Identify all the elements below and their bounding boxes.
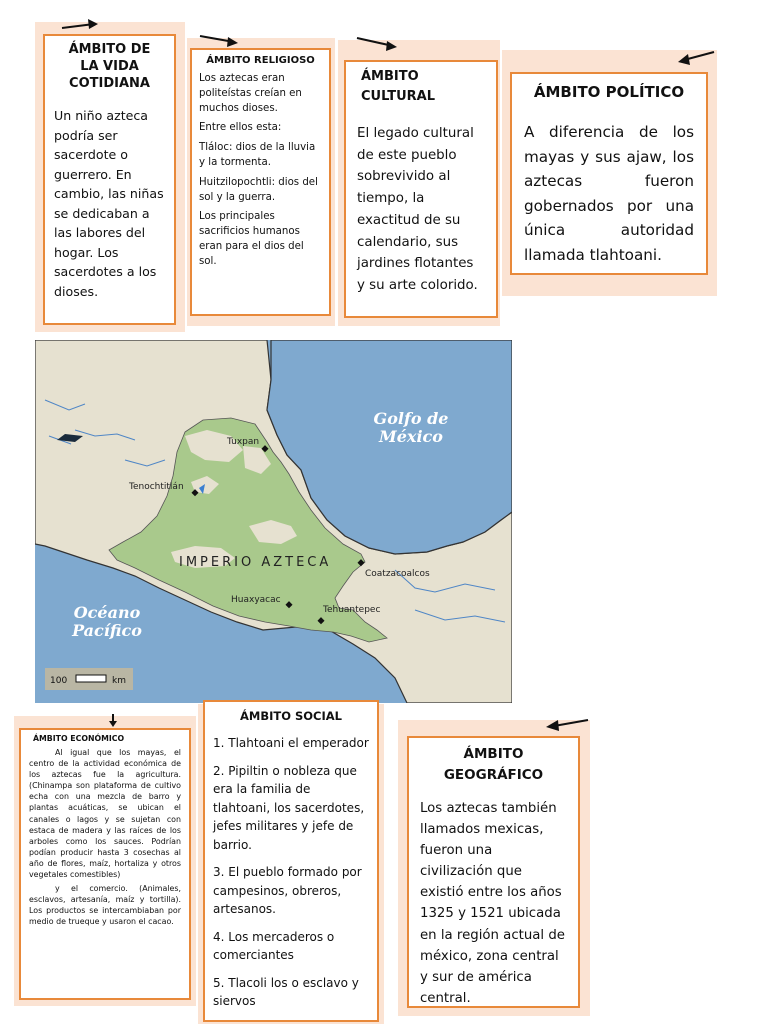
social-item-4: 4. Los mercaderos o comerciantes xyxy=(213,929,335,962)
cultural-text: El legado cultural de este pueblo sobrevivido al tiempo, la exactitud de su calendario, sus jardines flotantes y su arte colorido. xyxy=(357,126,478,293)
arrow-icon xyxy=(355,32,401,54)
social-item-3: 3. El pueblo formado por campesinos, obreros, artesanos. xyxy=(213,865,362,916)
social-box xyxy=(203,700,379,1022)
svg-text:km: km xyxy=(112,676,126,686)
map-scale xyxy=(45,668,133,690)
svg-text:100: 100 xyxy=(50,676,68,686)
svg-text:Huaxyacac: Huaxyacac xyxy=(231,595,281,605)
economico-text-1: Al igual que los mayas, el centro de la actividad económica de los aztecas fue la agricultura. (Chinampa son plataforma de cultivo echa con una mezcla de barro y plantas acuáticas, se ubican el canales o lagos y se sujetan con estaca de madera y las raíces de los arboles como los sauces. Podrían podían producir hasta 3 cosechas al año de flores, maíz, hortaliza y otros vegetales comestibles) xyxy=(29,748,181,880)
religioso-text-5: Los principales sacrificios humanos eran para el dios del sol. xyxy=(199,211,304,267)
economico-title: ÁMBITO ECONÓMICO xyxy=(33,734,125,743)
religioso-text-3: Tláloc: dios de la lluvia y la tormenta. xyxy=(199,142,316,168)
geografico-title: ÁMBITO GEOGRÁFICO xyxy=(443,746,544,783)
cultural-box xyxy=(344,60,498,318)
aztec-empire-map xyxy=(35,340,512,703)
svg-text:Tuxpan: Tuxpan xyxy=(227,437,260,447)
religioso-text-1: Los aztecas eran politeístas creían en muchos dioses. xyxy=(199,73,302,114)
svg-text:Tenochtitlán: Tenochtitlán xyxy=(129,482,184,492)
svg-text:Tehuantepec: Tehuantepec xyxy=(323,605,381,615)
geografico-box xyxy=(407,736,580,1008)
religioso-text-2: Entre ellos esta: xyxy=(199,122,282,134)
social-item-2: 2. Pipiltin o nobleza que era la familia de tlahtoani, los sacerdotes, jefes militares y jefe de barrio. xyxy=(213,763,365,852)
gulf-label-line2: México xyxy=(379,427,443,446)
arrow-icon xyxy=(542,714,592,736)
empire-label: IMPERIO AZTECA xyxy=(179,555,332,570)
economico-text-2: y el comercio. (Animales, esclavos, artesanía, maíz y tortilla). Los productos se intercambiaban por medio de trueque y usaron el cacao. xyxy=(29,884,181,927)
economico-box xyxy=(19,728,191,1000)
religioso-box xyxy=(190,48,331,316)
religioso-title: ÁMBITO RELIGIOSO xyxy=(206,55,315,66)
politico-title: ÁMBITO POLÍTICO xyxy=(533,83,685,101)
arrow-icon xyxy=(198,30,242,50)
social-title: ÁMBITO SOCIAL xyxy=(239,709,343,723)
vida-cotidiana-title: ÁMBITO DE LA VIDA COTIDIANA xyxy=(68,42,151,91)
religioso-text-4: Huitzilopochtli: dios del sol y la guerra. xyxy=(199,176,318,203)
ocean-label-line2: Pacífico xyxy=(72,621,142,640)
politico-text: A diferencia de los mayas y sus ajaw, los aztecas fueron gobernados por una única autoridad llamada tlahtoani. xyxy=(524,123,694,264)
svg-text:Coatzacoalcos: Coatzacoalcos xyxy=(365,569,430,579)
social-item-5: 5. Tlacoli los o esclavo y siervos xyxy=(213,975,359,1008)
vida-cotidiana-text: Un niño azteca podría ser sacerdote o guerrero. En cambio, las niñas se dedicaban a las labores del hogar. Los sacerdotes a los dioses. xyxy=(54,108,164,299)
geografico-text: Los aztecas también llamados mexicas, fueron una civilización que existió entre los años 1325 y 1521 ubicada en la región actual de méxico, zona central y sur de américa central. xyxy=(420,801,565,1006)
vida-cotidiana-box xyxy=(43,34,176,325)
social-item-1: 1. Tlahtoani el emperador xyxy=(213,736,369,750)
arrow-icon xyxy=(674,46,718,68)
arrow-icon xyxy=(60,14,102,34)
ocean-label-line1: Océano xyxy=(73,603,141,622)
gulf-label-line1: Golfo de xyxy=(373,409,449,428)
cultural-title: ÁMBITO CULTURAL xyxy=(361,69,436,104)
politico-box xyxy=(510,72,708,275)
